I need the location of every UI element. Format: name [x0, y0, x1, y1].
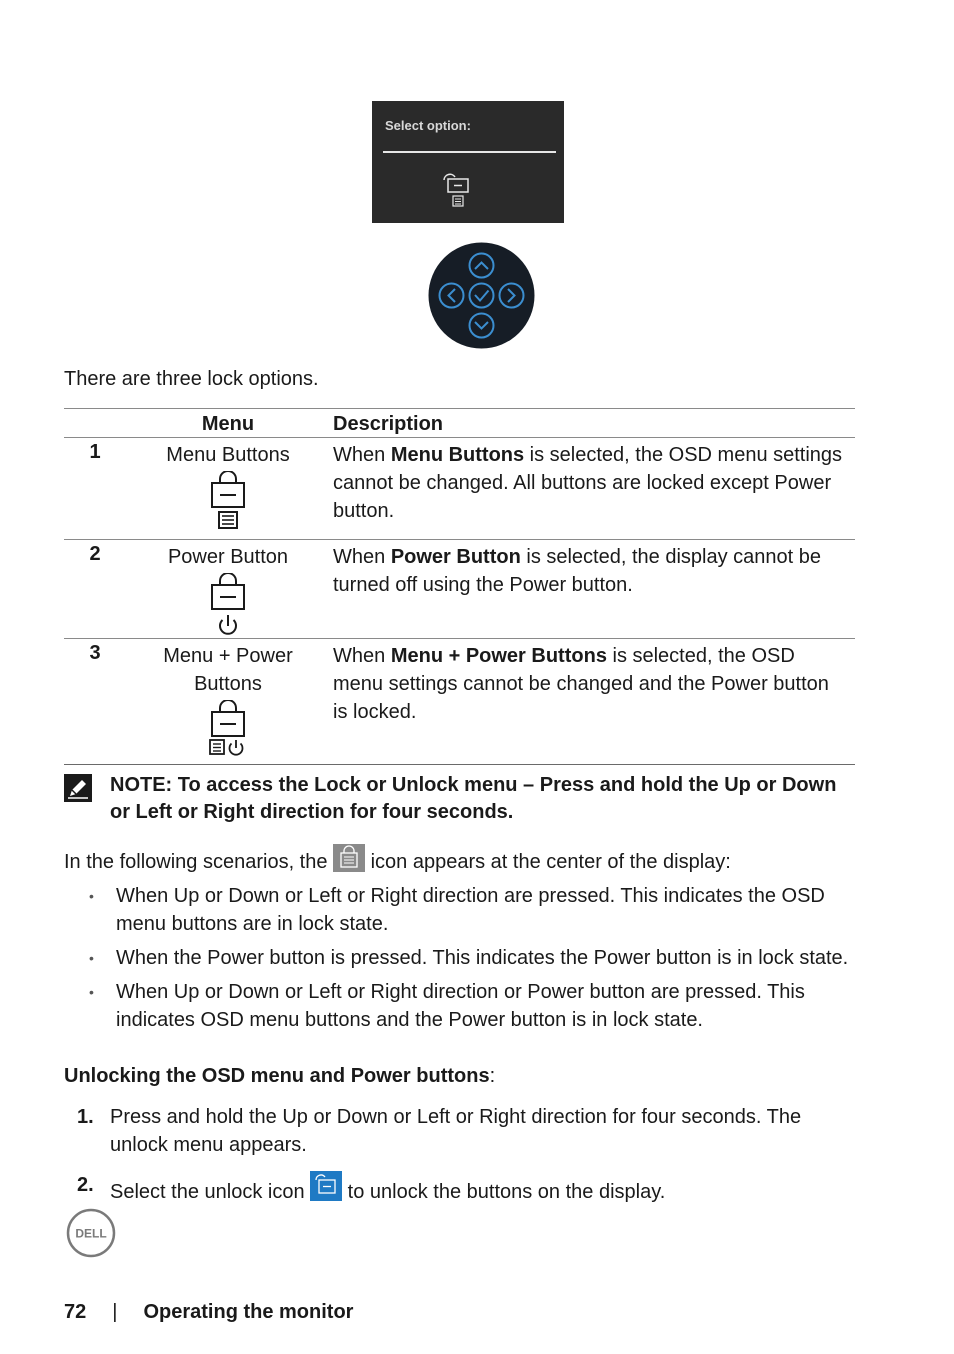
desc-bold: Power Button — [390, 546, 521, 568]
header-menu: Menu — [201, 412, 255, 435]
desc-post: is selected, the OSD menu settings cannot be changed. All buttons are locked except Power button. — [333, 444, 843, 522]
unlock-steps — [64, 1103, 864, 1218]
table-row — [64, 639, 855, 765]
unlock-menu-icon — [442, 171, 472, 209]
page-footer — [64, 1301, 353, 1324]
scenarios-intro — [64, 844, 864, 876]
step-text-post: to unlock the buttons on the display. — [342, 1181, 666, 1203]
lock-options-table — [64, 408, 855, 765]
row-menu-label-2: Buttons — [194, 673, 262, 695]
row-description — [330, 438, 855, 540]
list-item: • When Up or Down or Left or Right direction or Power button are pressed. This indicates OSD menu buttons and the Power button is in lock state. — [64, 978, 864, 1034]
step-number: 1. — [77, 1106, 94, 1128]
step-text-pre: Select the unlock icon — [110, 1181, 311, 1203]
osd-preview — [372, 101, 564, 223]
note-text: NOTE: To access the Lock or Unlock menu – Press and hold the Up or Down or Left or Right direction for four seconds. — [110, 774, 837, 823]
table-row — [64, 438, 855, 540]
row-number: 2 — [89, 543, 101, 565]
step-number: 2. — [77, 1174, 94, 1196]
row-description — [330, 540, 855, 639]
scenarios-post: icon appears at the center of the display: — [365, 851, 731, 873]
osd-title: Select option: — [385, 118, 471, 133]
row-menu-label: Menu + Power — [163, 645, 293, 667]
scenarios-pre: In the following scenarios, the — [64, 851, 334, 873]
list-item — [64, 1171, 864, 1206]
row-menu — [126, 438, 330, 540]
dell-logo — [66, 1208, 116, 1258]
row-description — [330, 639, 855, 765]
list-item: • When Up or Down or Left or Right direction are pressed. This indicates the OSD menu buttons are in lock state. — [64, 882, 864, 938]
desc-pre: When — [333, 444, 391, 466]
desc-pre: When — [333, 546, 391, 568]
list-item — [64, 1103, 864, 1159]
lock-menu-icon — [208, 471, 248, 529]
header-number — [64, 409, 126, 438]
unlock-heading — [64, 1062, 495, 1090]
svg-text:DELL: DELL — [75, 1226, 107, 1241]
intro-text: There are three lock options. — [64, 368, 319, 390]
list-item: • When the Power button is pressed. This indicates the Power button is in lock state. — [64, 944, 864, 972]
row-menu — [126, 639, 330, 765]
lock-menu-power-icon — [208, 700, 248, 756]
desc-pre: When — [333, 645, 391, 667]
desc-bold: Menu Buttons — [390, 444, 525, 466]
table-header-row — [64, 409, 855, 438]
row-number: 1 — [89, 441, 101, 463]
table-row — [64, 540, 855, 639]
row-number: 3 — [89, 642, 101, 664]
desc-post: is selected, the OSD menu settings cannot be changed and the Power button is locked. — [333, 645, 829, 723]
row-menu-label: Power Button — [167, 546, 289, 568]
osd-divider — [383, 151, 556, 153]
note-pencil-icon — [64, 774, 92, 802]
row-menu-label: Menu Buttons — [166, 444, 290, 466]
page-number: 72 — [64, 1301, 87, 1323]
joystick-control — [428, 242, 535, 349]
section-title: Operating the monitor — [143, 1301, 354, 1323]
row-menu — [126, 540, 330, 639]
unlock-icon — [310, 1171, 342, 1201]
unlock-heading-colon: : — [489, 1065, 496, 1087]
lock-state-icon — [333, 844, 365, 872]
desc-post: is selected, the display cannot be turned off using the Power button. — [333, 546, 821, 596]
scenarios-section — [64, 844, 864, 1040]
footer-separator: | — [112, 1301, 118, 1323]
desc-bold: Menu + Power Buttons — [390, 645, 607, 667]
lock-power-icon — [208, 573, 248, 637]
scenarios-list — [64, 882, 864, 1034]
step-text: Press and hold the Up or Down or Left or Right direction for four seconds. The unlock menu appears. — [110, 1106, 802, 1156]
unlock-heading-text: Unlocking the OSD menu and Power buttons — [64, 1065, 490, 1087]
header-description: Description — [333, 412, 444, 435]
